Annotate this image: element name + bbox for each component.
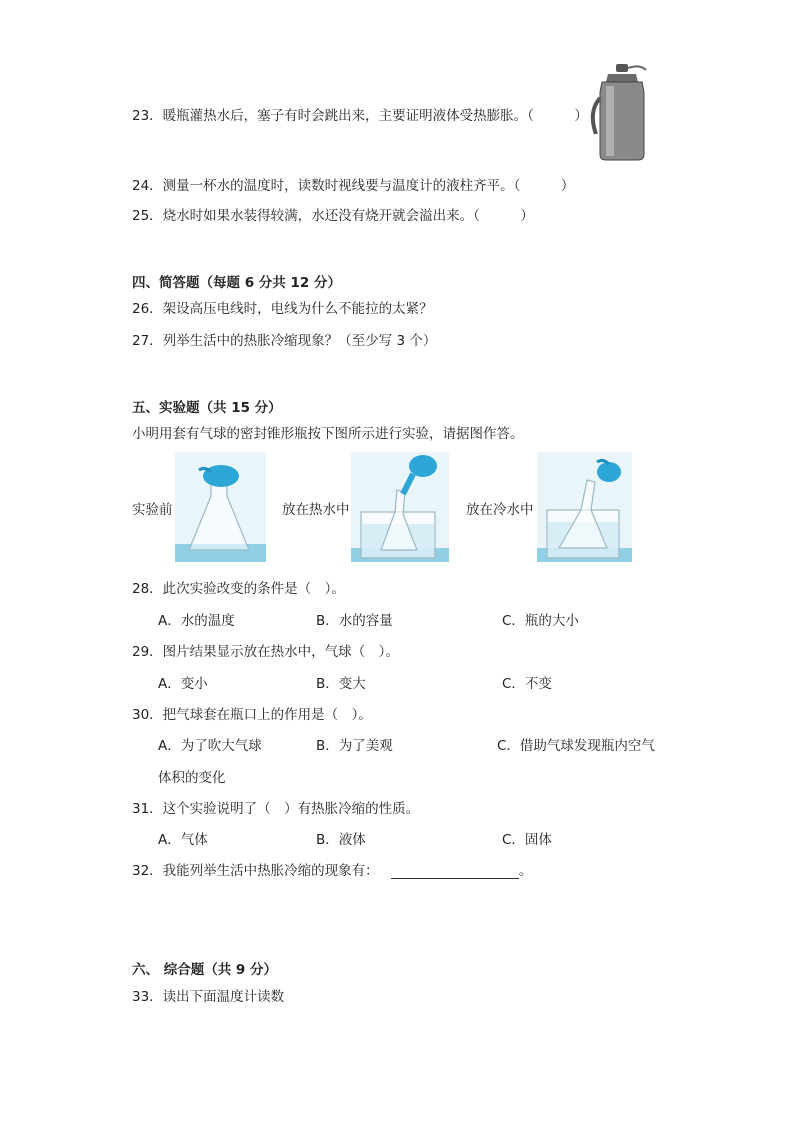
q30-option-b: B．为了美观: [316, 738, 393, 754]
question-26: 26．架设高压电线时，电线为什么不能拉的太紧？: [132, 301, 433, 317]
question-32-end: 。: [518, 863, 533, 879]
question-33: 33．读出下面温度计读数: [132, 989, 285, 1005]
answer-blank[interactable]: [391, 864, 519, 879]
experiment-intro: 小明用套有气球的密封锥形瓶按下图所示进行实验，请据图作答。: [132, 426, 524, 442]
question-29: 29．图片结果显示放在热水中，气球（ ）。: [132, 644, 399, 660]
q29-option-a: A．变小: [158, 676, 208, 692]
q31-option-a: A．气体: [158, 832, 208, 848]
q28-option-b: B．水的容量: [316, 613, 393, 629]
question-24: 24．测量一杯水的温度时，读数时视线要与温度计的液柱齐平。（ ）: [132, 178, 575, 194]
q31-option-c: C．固体: [502, 832, 552, 848]
label-before-experiment: 实验前: [132, 502, 173, 518]
question-23: 23．暖瓶灌热水后，塞子有时会跳出来，主要证明液体受热膨胀。（ ）: [132, 108, 588, 124]
q30-option-c-continued: 体积的变化: [158, 770, 226, 786]
flask-hot-water-image: [351, 452, 449, 562]
label-hot-water: 放在热水中: [282, 502, 350, 518]
section-4-heading: 四、简答题（每题 6 分共 12 分）: [132, 275, 341, 291]
question-27: 27．列举生活中的热胀冷缩现象？（至少写 3 个）: [132, 333, 437, 349]
section-5-heading: 五、实验题（共 15 分）: [132, 400, 282, 416]
label-cold-water: 放在冷水中: [466, 502, 534, 518]
thermos-image: [588, 62, 650, 162]
flask-before-image: [175, 452, 266, 562]
question-30: 30．把气球套在瓶口上的作用是（ ）。: [132, 707, 372, 723]
q28-option-c: C．瓶的大小: [502, 613, 579, 629]
question-28: 28．此次实验改变的条件是（ ）。: [132, 581, 345, 597]
q28-option-a: A．水的温度: [158, 613, 235, 629]
flask-cold-water-image: [537, 452, 632, 562]
question-32: [132, 859, 532, 879]
q30-option-c: C．借助气球发现瓶内空气: [497, 738, 655, 754]
section-6-heading: 六、 综合题（共 9 分）: [132, 962, 277, 978]
q29-option-b: B．变大: [316, 676, 366, 692]
question-31: 31．这个实验说明了（ ）有热胀冷缩的性质。: [132, 801, 420, 817]
q31-option-b: B．液体: [316, 832, 366, 848]
q30-option-a: A．为了吹大气球: [158, 738, 262, 754]
q29-option-c: C．不变: [502, 676, 552, 692]
question-32-text: 32．我能列举生活中热胀冷缩的现象有：: [132, 863, 379, 879]
question-25: 25．烧水时如果水装得较满，水还没有烧开就会溢出来。（ ）: [132, 208, 534, 224]
